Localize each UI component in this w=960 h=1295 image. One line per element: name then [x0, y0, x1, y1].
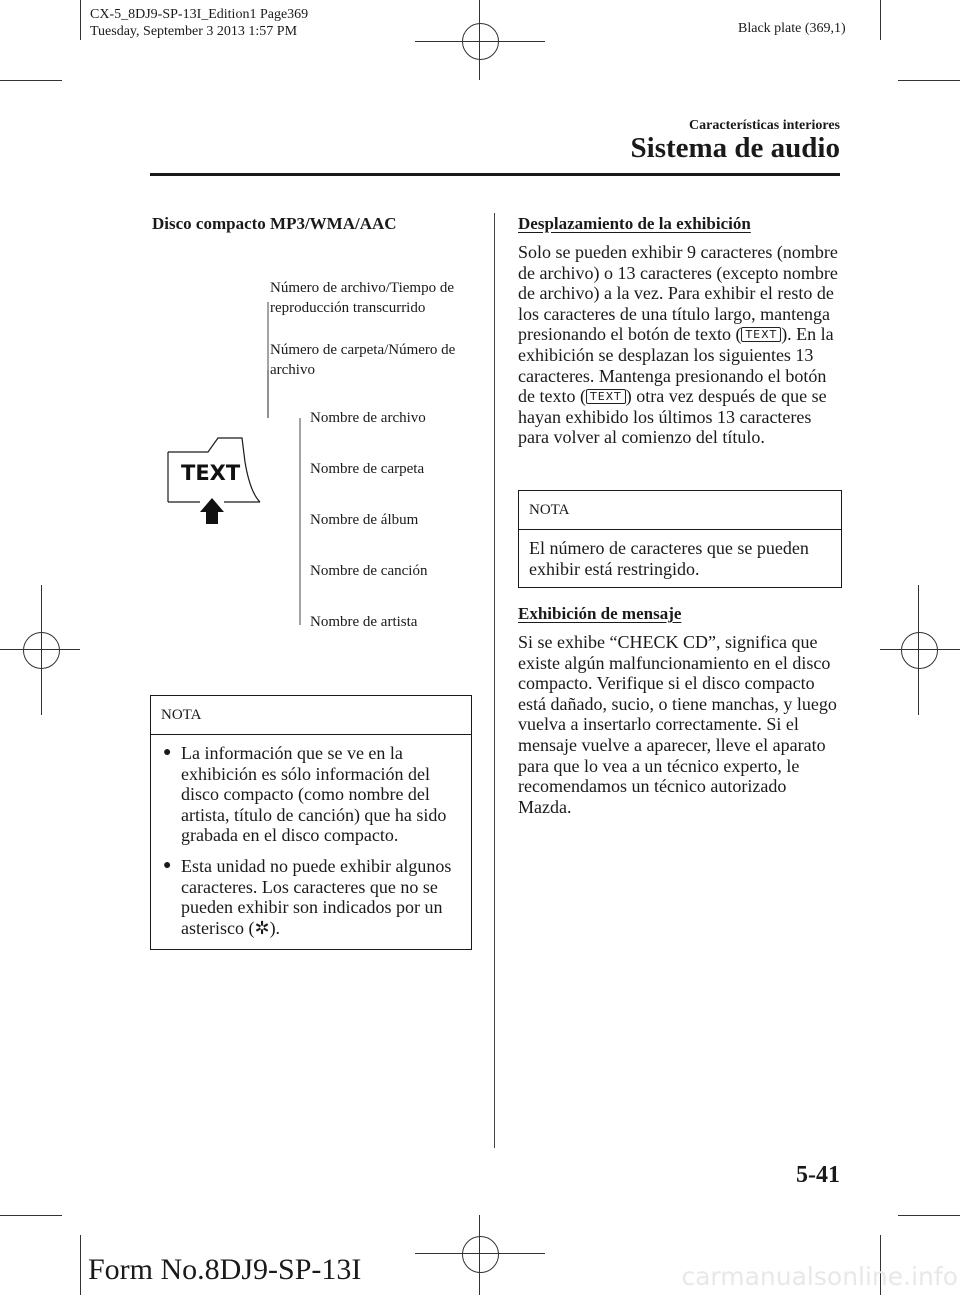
scroll-text-1: Solo se pueden exhibir 9 caracteres (nombre de archivo) o 13 caracteres (excepto nombre de archivo) a la vez. Para exhibir el resto de los caracteres de una título largo, mantenga presionando el botón de texto (	[518, 242, 838, 345]
scroll-paragraph	[518, 242, 843, 448]
registration-mark-bottom	[415, 1215, 545, 1295]
left-note-body	[151, 735, 471, 949]
display-figure	[150, 270, 470, 640]
message-heading: Exhibición de mensaje	[518, 604, 682, 623]
print-job-line2: Tuesday, September 3 2013 1:57 PM	[90, 24, 298, 39]
figure-label-folder-file: Número de carpeta/Número de archivo	[270, 342, 456, 378]
trim-mark	[0, 1215, 62, 1216]
left-note-bullet-end: ).	[269, 917, 281, 938]
form-number: Form No.8DJ9-SP-13I	[88, 1253, 362, 1286]
plate-label: Black plate (369,1)	[738, 21, 846, 36]
trim-mark	[0, 80, 62, 81]
figure-label-album-name: Nombre de álbum	[310, 512, 419, 528]
scroll-text-3: ) otra vez después de que se hayan exhibido los últimos 13 caracteres para volver al comienzo del título.	[518, 386, 827, 448]
left-note-bullet-text: Esta unidad no puede exhibir algunos caracteres. Los caracteres que no se pueden exhibir son indicados por un asterisco (	[181, 855, 452, 938]
trim-mark	[80, 0, 81, 40]
trim-mark	[80, 1235, 81, 1295]
section-title: Sistema de audio	[630, 132, 840, 164]
registration-mark-right	[880, 585, 960, 715]
figure-label-song-name: Nombre de canción	[310, 563, 428, 579]
scroll-text-2: ). En la exhibición se desplazan los siguientes 13 caracteres. Mantenga presionando el botón de texto (	[518, 324, 834, 407]
left-note-bullet	[161, 743, 461, 846]
print-job-line1: CX-5_8DJ9-SP-13I_Edition1 Page369	[90, 7, 309, 22]
watermark: carmanualsonline.info	[681, 1262, 958, 1291]
registration-mark-left	[0, 585, 80, 715]
right-note-box	[518, 490, 842, 588]
header-rule	[150, 173, 840, 176]
left-note-bullet-text: La información que se ve en la exhibición es sólo información del disco compacto (como nombre del artista, título de canción) que ha sido grabada en el disco compacto.	[181, 743, 447, 846]
figure-label-file-time: Número de archivo/Tiempo de reproducción transcurrido	[270, 280, 454, 316]
bullet-icon: ●	[163, 745, 172, 760]
figure-label-folder-name: Nombre de carpeta	[310, 461, 425, 477]
text-button-inline: TEXT	[741, 327, 781, 342]
bullet-icon: ●	[163, 857, 172, 873]
figure-label-artist-name: Nombre de artista	[310, 614, 418, 630]
section-subtitle: Características interiores	[689, 118, 840, 133]
message-section	[518, 604, 843, 817]
column-divider	[494, 213, 495, 1148]
text-button-inline: TEXT	[586, 389, 626, 404]
leader-lines	[150, 270, 470, 640]
text-button-label: TEXT	[181, 461, 241, 485]
trim-mark	[898, 1215, 960, 1216]
print-job-info	[90, 6, 308, 40]
trim-mark	[898, 80, 960, 81]
right-column	[518, 214, 843, 448]
trim-mark	[880, 0, 881, 40]
figure-label-file-name: Nombre de archivo	[310, 410, 426, 426]
right-note-text: El número de caracteres que se pueden exhibir está restringido.	[529, 538, 809, 579]
asterisk-icon: ✲	[254, 917, 270, 939]
left-heading: Disco compacto MP3/WMA/AAC	[152, 214, 397, 233]
message-paragraph: Si se exhibe “CHECK CD”, significa que existe algún malfuncionamiento en el disco compacto. Verifique si el disco compacto está dañado, sucio, o tiene manchas, y luego vuelva a insertarlo correctamente. Si el mensaje vuelve a aparecer, lleve el aparato para que lo vea a un técnico experto, le recomendamos un técnico autorizado Mazda.	[518, 632, 837, 817]
registration-mark-top	[415, 0, 545, 80]
left-note-bullet	[161, 856, 461, 939]
page-number: 5-41	[796, 1162, 840, 1188]
left-note-title: NOTA	[151, 696, 471, 735]
left-note-box	[150, 695, 472, 950]
scroll-heading: Desplazamiento de la exhibición	[518, 214, 751, 233]
right-note-title: NOTA	[519, 491, 841, 530]
